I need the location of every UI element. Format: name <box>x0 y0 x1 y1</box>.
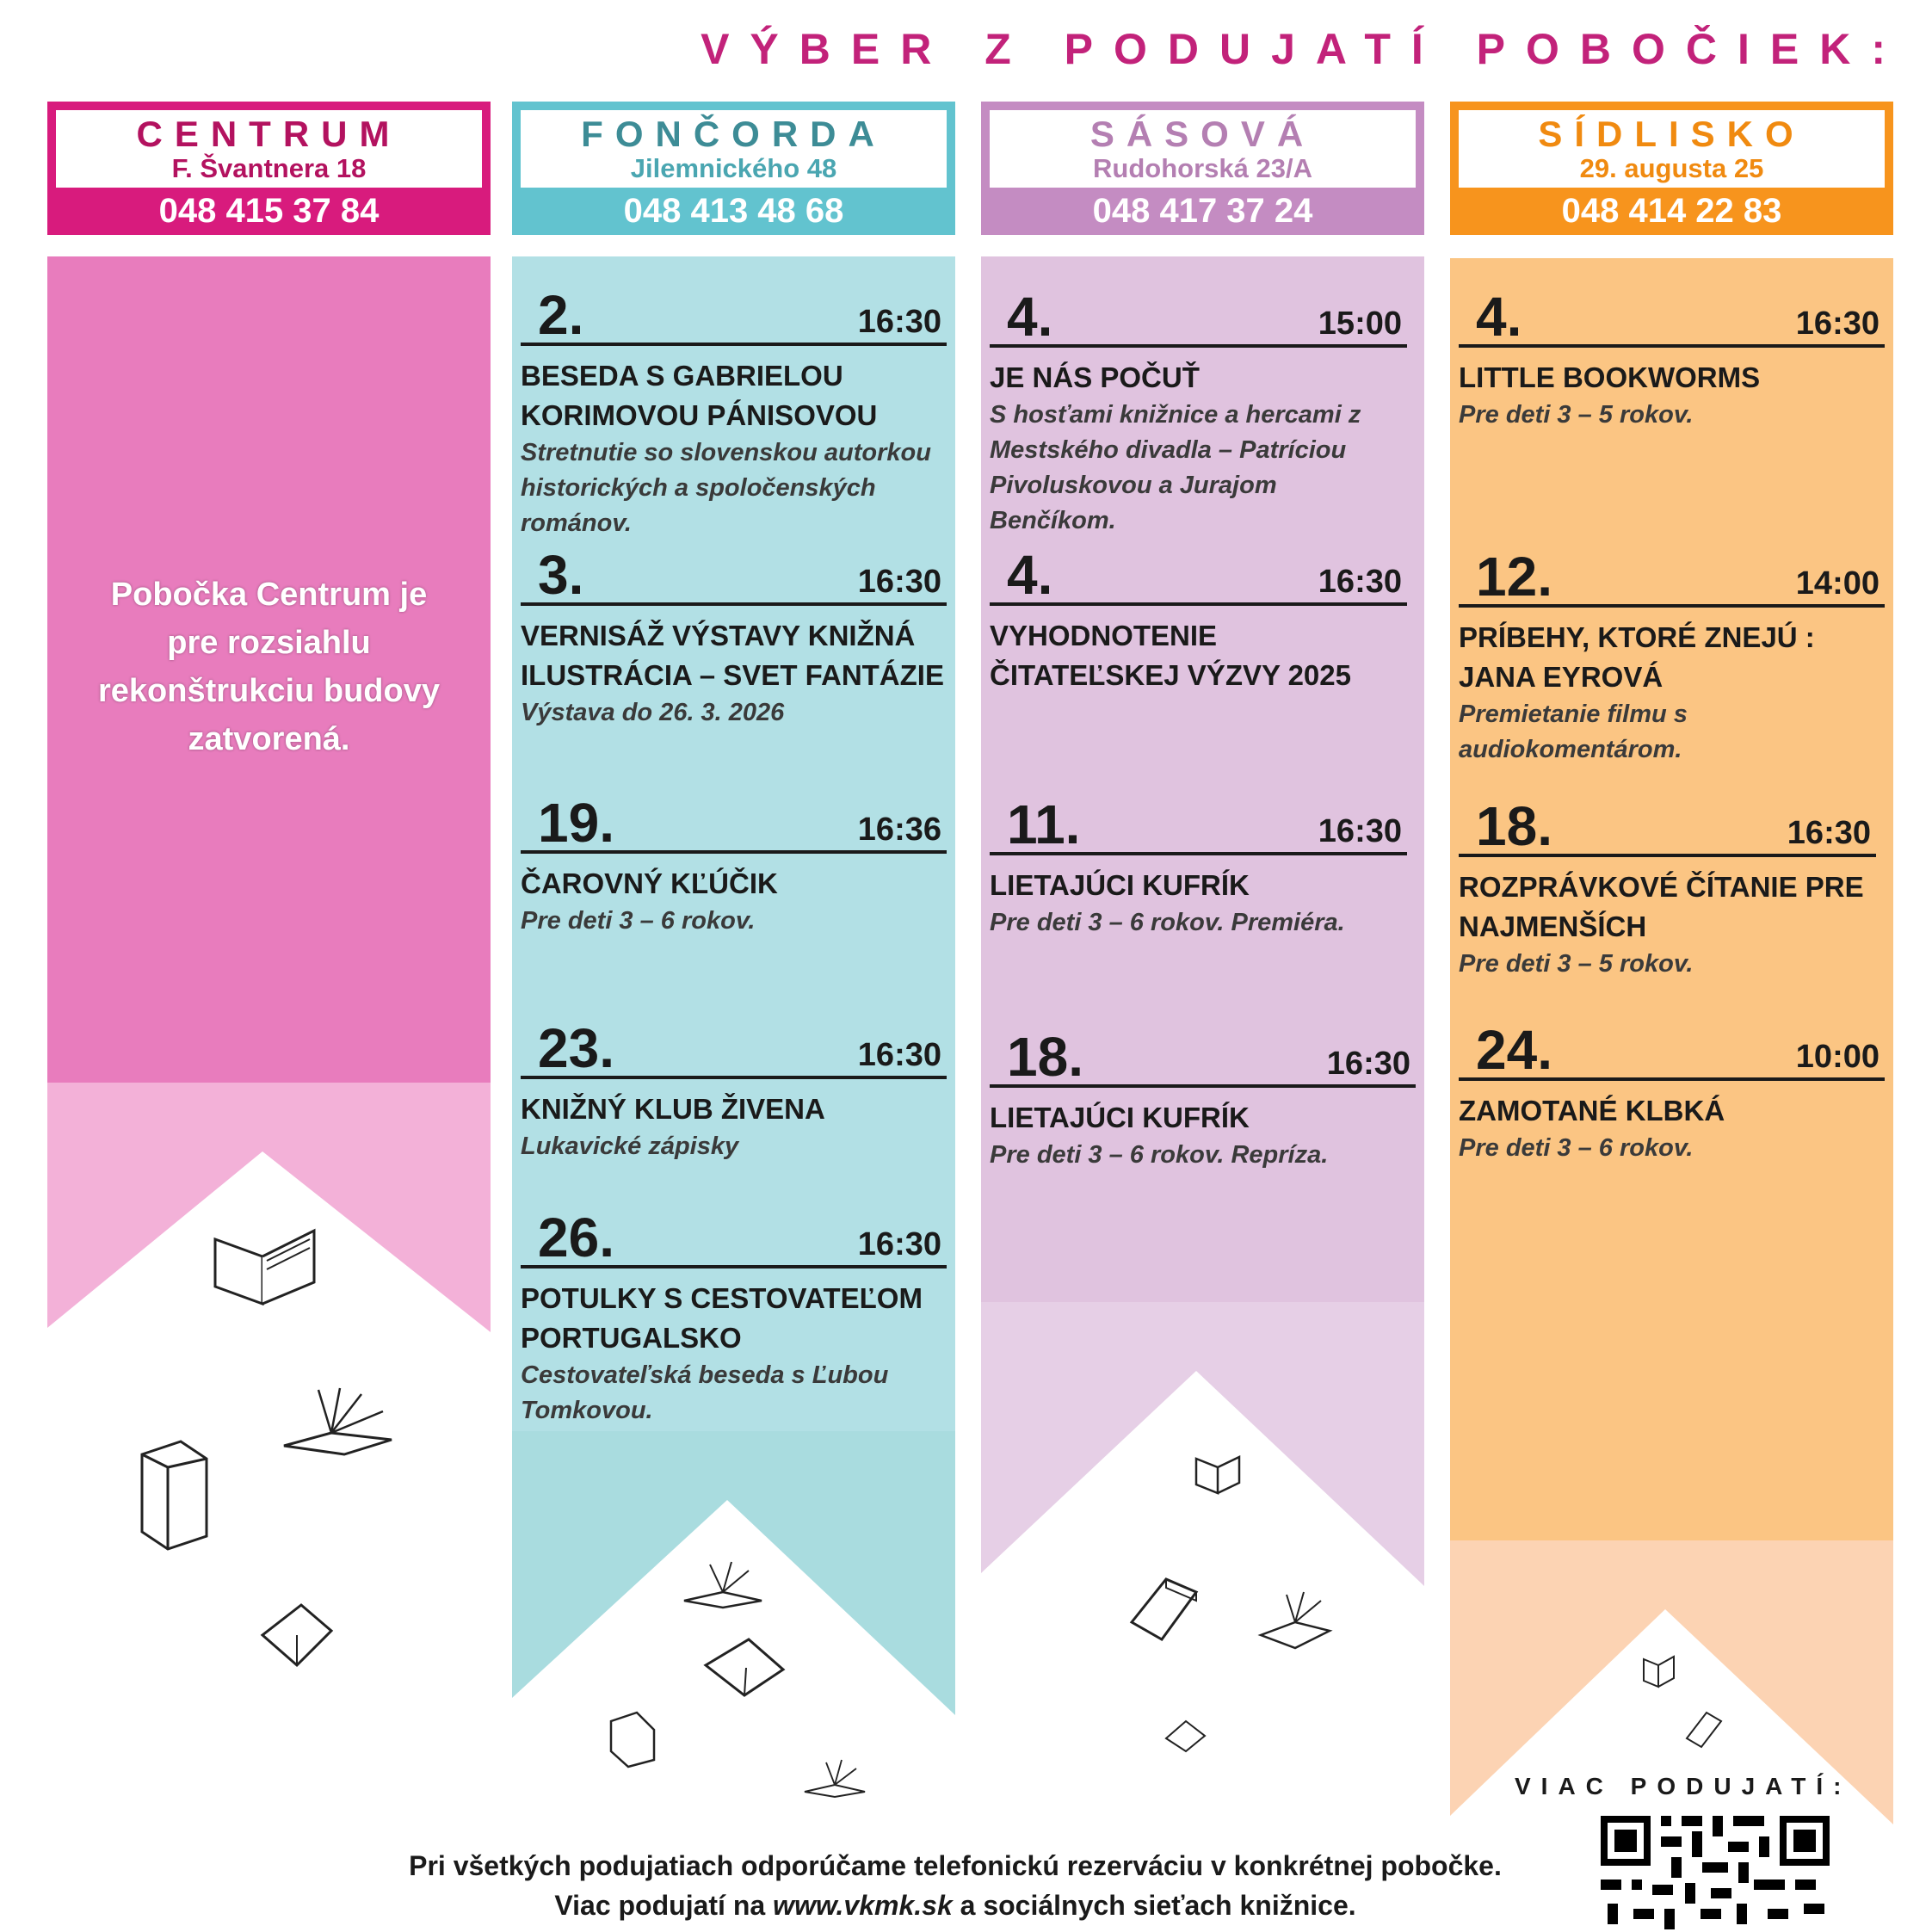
event-time: 15:00 <box>1318 306 1402 342</box>
column-foncorda <box>512 256 955 1715</box>
event-day: 3. <box>538 544 584 606</box>
event-title: LIETAJÚCI KUFRÍK <box>990 1102 1250 1133</box>
event <box>521 1014 947 1164</box>
event-day: 18. <box>1007 1026 1083 1088</box>
event <box>990 1022 1416 1173</box>
event-time: 16:30 <box>857 304 941 340</box>
event-day: 24. <box>1476 1019 1552 1081</box>
event <box>521 540 947 731</box>
event-title: PRÍBEHY, KTORÉ ZNEJÚ : JANA EYROVÁ <box>1459 621 1815 693</box>
event-day: 4. <box>1007 286 1053 348</box>
closed-book-icon <box>133 1437 215 1553</box>
header-centrum <box>47 102 491 235</box>
event <box>1459 542 1885 768</box>
branch-phone[interactable]: 048 413 48 68 <box>623 192 844 230</box>
branch-address: 29. augusta 25 <box>1579 153 1764 183</box>
event-title: ČAROVNÝ KĽÚČIK <box>521 867 778 899</box>
event-day: 11. <box>1007 793 1081 855</box>
event-title: VYHODNOTENIE ČITATEĽSKEJ VÝZVY 2025 <box>990 620 1351 691</box>
event-time: 16:30 <box>1326 1046 1410 1082</box>
event-desc: Pre deti 3 – 6 rokov. <box>1459 1134 1694 1162</box>
column-sasova <box>981 256 1424 1586</box>
event-day: 26. <box>538 1207 614 1268</box>
event-desc: Pre deti 3 – 6 rokov. Repríza. <box>990 1141 1329 1169</box>
event-day: 4. <box>1007 544 1053 606</box>
event-time: 16:30 <box>1318 813 1402 849</box>
open-book-icon <box>1639 1652 1678 1691</box>
event-desc: Pre deti 3 – 6 rokov. Premiéra. <box>990 909 1345 936</box>
event-title: LIETAJÚCI KUFRÍK <box>990 869 1250 901</box>
event-title: ZAMOTANÉ KLBKÁ <box>1459 1095 1725 1126</box>
event-day: 12. <box>1476 546 1552 608</box>
branch-name: SÍDLISKO <box>1538 114 1805 154</box>
footer-line-1: Pri všetkých podujatiach odporúčame telefonickú rezerváciu v konkrétnej pobočke. <box>409 1850 1502 1881</box>
event-day: 19. <box>538 792 614 854</box>
event-time: 16:30 <box>1795 306 1880 342</box>
event-title: LITTLE BOOKWORMS <box>1459 361 1761 393</box>
column-centrum <box>47 256 491 1367</box>
event-day: 18. <box>1476 795 1552 857</box>
closed-book-icon <box>1682 1708 1725 1751</box>
event-title: KNIŽNÝ KLUB ŽIVENA <box>521 1093 825 1125</box>
event <box>1459 792 1876 982</box>
open-book-icon <box>800 1756 869 1799</box>
branch-address: Jilemnického 48 <box>630 153 837 183</box>
event <box>990 790 1407 941</box>
event-desc: Pre deti 3 – 5 rokov. <box>1459 950 1694 978</box>
event-time: 16:36 <box>857 812 941 848</box>
branch-address: F. Švantnera 18 <box>171 153 367 183</box>
event-desc: Pre deti 3 – 5 rokov. <box>1459 401 1694 429</box>
event-title: ROZPRÁVKOVÉ ČÍTANIE PRE NAJMENŠÍCH <box>1459 871 1864 942</box>
closed-note: Pobočka Centrum je pre rozsiahlu rekonštrukciu budovy zatvorená. <box>98 577 440 757</box>
event-time: 10:00 <box>1795 1039 1880 1075</box>
branch-phone[interactable]: 048 414 22 83 <box>1561 192 1782 230</box>
closed-book-icon <box>1127 1575 1201 1644</box>
branch-phone[interactable]: 048 417 37 24 <box>1092 192 1313 230</box>
open-book-icon <box>1256 1588 1334 1657</box>
open-book-icon <box>258 1601 336 1670</box>
event <box>1459 282 1885 433</box>
event <box>990 282 1407 539</box>
more-events-label: VIAC PODUJATÍ: <box>1515 1773 1852 1799</box>
column-sidlisko <box>1450 258 1893 1824</box>
event-title: JE NÁS POČUŤ <box>990 361 1200 393</box>
open-book-icon <box>280 1381 396 1459</box>
branch-name: FONČORDA <box>581 114 886 154</box>
event <box>1459 1015 1885 1166</box>
page-title: VÝBER Z PODUJATÍ POBOČIEK: <box>701 25 1906 73</box>
bookmark-ribbon <box>981 1302 1424 1586</box>
event-desc: Lukavické zápisky <box>521 1133 739 1160</box>
event-time: 16:30 <box>1318 564 1402 600</box>
event-desc: Pre deti 3 – 6 rokov. <box>521 907 756 935</box>
event-day: 2. <box>538 284 584 346</box>
qr-code-icon[interactable] <box>1599 1814 1831 1932</box>
event <box>990 540 1407 695</box>
event-time: 16:30 <box>857 1226 941 1262</box>
event-title: VERNISÁŽ VÝSTAVY KNIŽNÁ ILUSTRÁCIA – SVET FANTÁZIE <box>521 620 944 691</box>
event-time: 16:30 <box>857 564 941 600</box>
event-time: 16:30 <box>857 1037 941 1073</box>
event-title: POTULKY S CESTOVATEĽOM PORTUGALSKO <box>521 1282 923 1354</box>
branch-address: Rudohorská 23/A <box>1093 153 1312 183</box>
branch-name: CENTRUM <box>136 114 402 154</box>
event <box>521 788 947 939</box>
branch-name: SÁSOVÁ <box>1089 114 1316 154</box>
event-desc: S hosťami knižnice a hercami z Mestského divadla – Patríciou Pivoluskovou a Jurajom Benčíkom. <box>990 401 1361 534</box>
header-sasova <box>981 102 1424 235</box>
footer-line-2 <box>344 1886 1566 1925</box>
open-book-icon <box>680 1558 766 1609</box>
footer-line-2-post: a sociálnych sieťach knižnice. <box>952 1890 1356 1921</box>
event-desc: Cestovateľská beseda s Ľubou Tomkovou. <box>521 1361 889 1424</box>
footer-note <box>344 1846 1566 1925</box>
footer-line-2-pre: Viac podujatí na <box>554 1890 774 1921</box>
event-desc: Stretnutie so slovenskou autorkou historických a spoločenských románov. <box>521 439 931 537</box>
event-time: 16:30 <box>1787 815 1871 851</box>
open-book-icon <box>207 1213 327 1308</box>
event-desc: Premietanie filmu s audiokomentárom. <box>1459 701 1688 763</box>
event <box>521 281 947 541</box>
open-book-icon <box>701 1635 787 1704</box>
event-time: 14:00 <box>1795 565 1880 602</box>
website-link[interactable]: www.vkmk.sk <box>773 1890 953 1921</box>
event-day: 4. <box>1476 286 1522 348</box>
event <box>521 1203 947 1429</box>
event-title: BESEDA S GABRIELOU KORIMOVOU PÁNISOVOU <box>521 360 878 431</box>
branch-phone[interactable]: 048 415 37 84 <box>158 192 380 230</box>
open-book-icon <box>1162 1717 1209 1756</box>
event-day: 23. <box>538 1017 614 1079</box>
closed-book-icon <box>607 1708 658 1768</box>
open-book-icon <box>1192 1450 1244 1497</box>
header-sidlisko <box>1450 102 1893 235</box>
header-foncorda <box>512 102 955 235</box>
event-desc: Výstava do 26. 3. 2026 <box>521 699 785 726</box>
